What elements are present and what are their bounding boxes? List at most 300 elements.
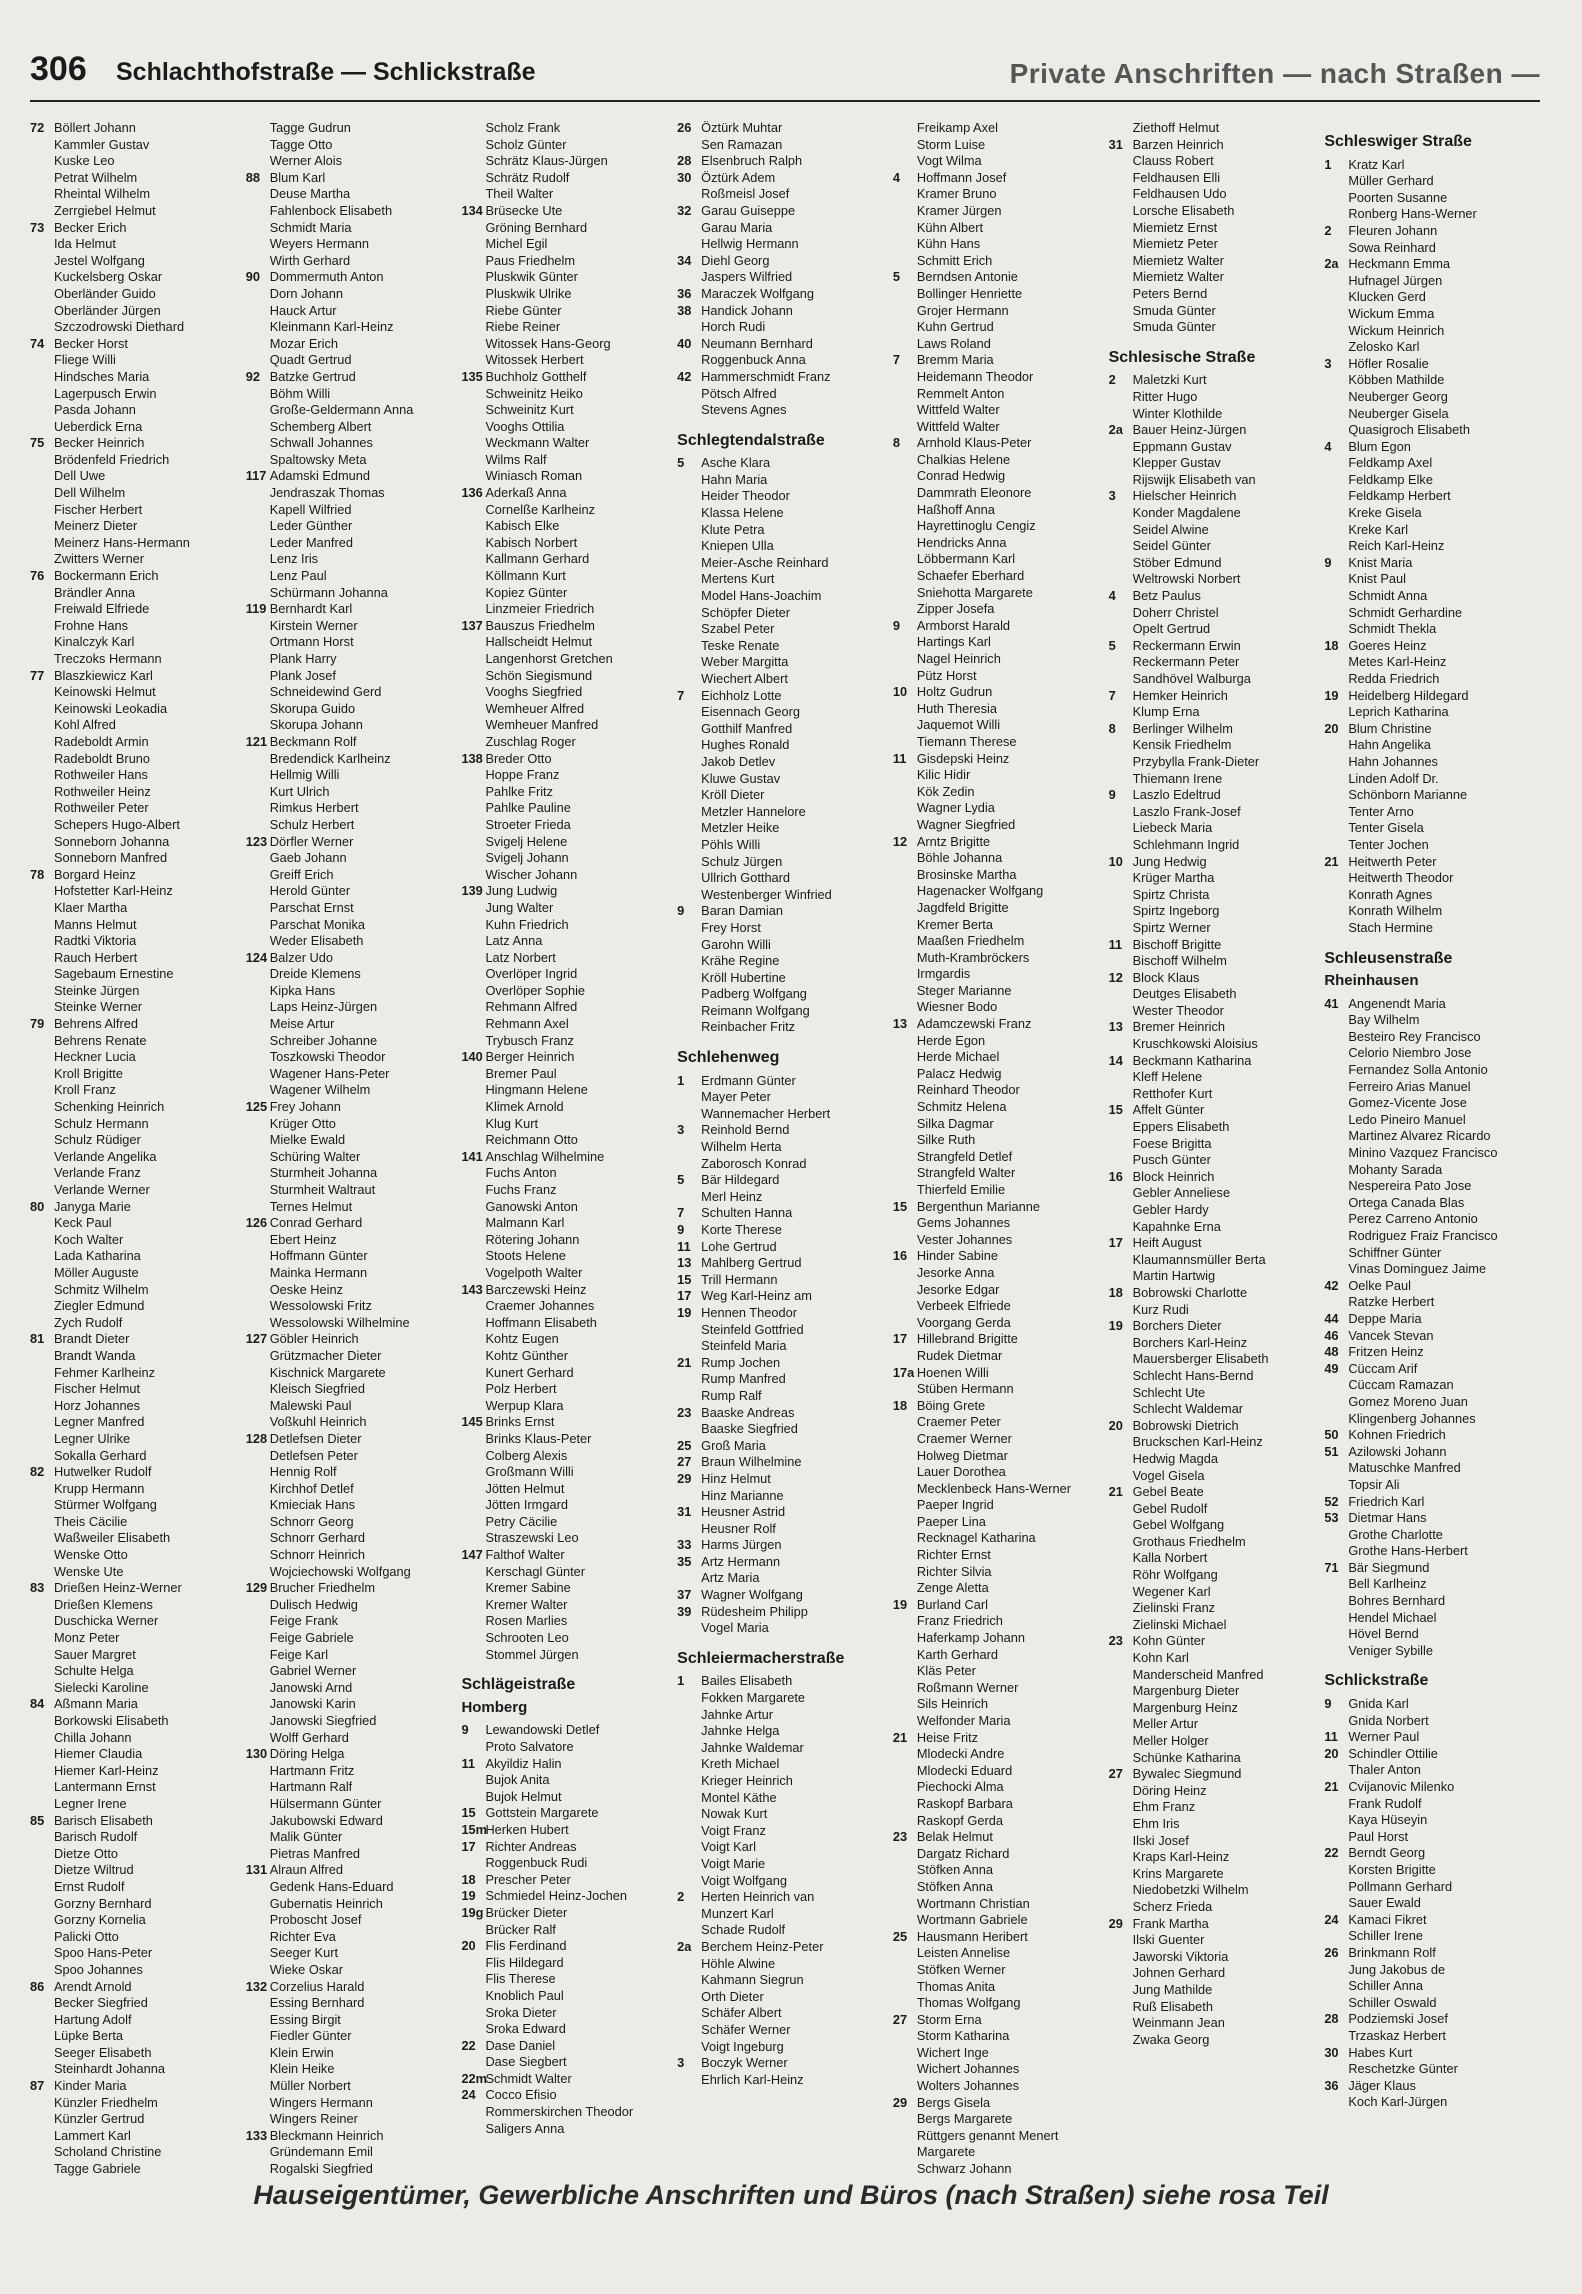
resident-entry (461, 1365, 677, 1382)
resident-entry (1109, 1019, 1325, 1036)
resident-name: Tiemann Therese (916, 733, 1017, 749)
resident-entry (1109, 854, 1325, 871)
resident-name: Jesorke Anna (916, 1264, 995, 1280)
resident-name: Straszewski Leo (485, 1530, 579, 1546)
resident-name: Lorsche Elisabeth (1132, 202, 1235, 218)
house-number: 17 (892, 1331, 908, 1347)
resident-name: Kerschagl Günter (485, 1563, 586, 1579)
house-number: 23 (1108, 1633, 1123, 1649)
resident-name: Essing Birgit (269, 2011, 341, 2027)
resident-entry (893, 2012, 1109, 2029)
resident-name: Gubernatis Heinrich (269, 1895, 383, 1911)
resident-entry (246, 1945, 462, 1962)
resident-entry (30, 1464, 246, 1481)
resident-entry (893, 2144, 1109, 2161)
resident-entry (30, 767, 246, 784)
resident-entry (893, 1464, 1109, 1481)
resident-entry (246, 1730, 462, 1747)
resident-entry (30, 1680, 246, 1697)
resident-name: Baaske Siegfried (701, 1421, 798, 1437)
resident-entry (677, 538, 893, 555)
resident-entry (1109, 1318, 1325, 1335)
resident-name: Barisch Rudolf (54, 1829, 138, 1845)
resident-entry (30, 186, 246, 203)
resident-name: Rudek Dietmar (916, 1347, 1003, 1363)
resident-entry (1109, 472, 1325, 489)
resident-entry (677, 1355, 893, 1372)
resident-name: Steinhardt Johanna (54, 2061, 165, 2077)
resident-name: Krieger Heinrich (701, 1773, 793, 1788)
resident-name: Meinerz Hans-Hermann (54, 534, 190, 550)
resident-name: Schulz Hermann (54, 1115, 149, 1131)
resident-name: Stöfken Werner (916, 1961, 1006, 1977)
resident-name: Mohanty Sarada (1348, 1161, 1443, 1177)
house-number: 73 (30, 219, 45, 235)
house-number: 8 (892, 435, 900, 451)
resident-entry (893, 1879, 1109, 1896)
resident-name: Kurz Rudi (1132, 1301, 1189, 1317)
resident-name: Trybusch Franz (485, 1032, 574, 1048)
resident-entry (1109, 555, 1325, 572)
resident-entry (1324, 638, 1540, 655)
resident-name: Grothaus Friedhelm (1132, 1533, 1246, 1549)
resident-name: Pollmann Gerhard (1348, 1878, 1453, 1894)
house-number: 11 (892, 750, 907, 766)
resident-entry (30, 1647, 246, 1664)
resident-entry (893, 1995, 1109, 2012)
resident-name: Wirth Gerhard (269, 252, 351, 268)
resident-entry (1324, 1962, 1540, 1979)
resident-entry (246, 817, 462, 834)
resident-name: Gründemann Emil (269, 2144, 373, 2160)
resident-entry (246, 1331, 462, 1348)
house-number: 147 (461, 1547, 483, 1563)
resident-name: Treczoks Hermann (54, 651, 162, 666)
resident-name: Höfler Rosalie (1348, 355, 1429, 371)
resident-entry (893, 386, 1109, 403)
resident-name: Opelt Gertrud (1132, 621, 1211, 637)
resident-name: Gotthilf Manfred (701, 720, 793, 736)
resident-entry (246, 1116, 462, 1133)
resident-entry (246, 286, 462, 303)
street-heading: Schleswiger Straße (1324, 133, 1472, 150)
resident-name: Wichert Johannes (916, 2061, 1020, 2077)
resident-entry (1109, 439, 1325, 456)
house-number: 129 (245, 1580, 268, 1596)
resident-entry (677, 2055, 893, 2072)
resident-entry (1109, 654, 1325, 671)
house-number: 21 (677, 1354, 692, 1370)
resident-name: Pötsch Alfred (701, 385, 777, 401)
resident-entry (30, 1414, 246, 1431)
resident-entry (246, 1497, 462, 1514)
resident-entry (246, 1796, 462, 1813)
resident-entry (1109, 1069, 1325, 1086)
resident-entry (30, 2111, 246, 2128)
house-number: 87 (30, 2078, 45, 2094)
resident-name: Kreke Karl (1348, 521, 1409, 537)
house-number: 11 (677, 1238, 691, 1254)
resident-entry (1109, 937, 1325, 954)
resident-entry (893, 1248, 1109, 1265)
resident-entry (677, 1106, 893, 1123)
house-number: 77 (30, 667, 45, 683)
resident-name: Mertens Kurt (701, 571, 775, 587)
resident-entry (1109, 236, 1325, 253)
resident-entry (1109, 1003, 1325, 1020)
resident-entry (893, 1481, 1109, 1498)
resident-entry (246, 1232, 462, 1249)
resident-name: Schiller Anna (1348, 1978, 1424, 1994)
resident-name: Hoppe Franz (485, 767, 560, 783)
resident-name: Fliege Willi (54, 352, 116, 368)
resident-entry (677, 1388, 893, 1405)
resident-name: Vogelpoth Walter (485, 1264, 583, 1280)
resident-entry (893, 568, 1109, 585)
resident-name: Manderscheid Manfred (1132, 1666, 1264, 1682)
resident-name: Rothweiler Peter (54, 800, 149, 816)
resident-entry (461, 336, 677, 353)
resident-entry (1109, 721, 1325, 738)
resident-entry (246, 1398, 462, 1415)
resident-entry (30, 1381, 246, 1398)
resident-name: Frank Martha (1132, 1915, 1209, 1931)
house-number: 7 (892, 352, 900, 368)
resident-entry (1109, 804, 1325, 821)
resident-name: Foese Brigitta (1132, 1135, 1212, 1151)
house-number: 9 (1108, 787, 1116, 803)
house-number: 36 (677, 285, 692, 301)
resident-name: Thierfeld Emilie (916, 1182, 1006, 1197)
resident-name: Wojciechowski Wolfgang (269, 1563, 411, 1579)
resident-entry (1324, 837, 1540, 854)
resident-name: Padberg Wolfgang (701, 986, 807, 1002)
resident-entry (677, 186, 893, 203)
resident-name: Feldhausen Elli (1132, 169, 1221, 185)
resident-entry (893, 1232, 1109, 1249)
resident-name: Berndsen Antonie (916, 269, 1018, 285)
house-number: 25 (892, 1928, 908, 1944)
resident-name: Sturmheit Waltraut (269, 1182, 376, 1197)
resident-entry (677, 1604, 893, 1621)
resident-entry (1324, 505, 1540, 522)
resident-name: Schönborn Marianne (1348, 787, 1468, 803)
resident-name: Gnida Karl (1348, 1696, 1409, 1712)
resident-name: Schön Siegismund (485, 667, 593, 683)
resident-name: Kreke Gisela (1348, 505, 1422, 521)
resident-entry (30, 1265, 246, 1282)
resident-name: Friedrich Karl (1348, 1493, 1425, 1509)
resident-name: Wilms Ralf (485, 451, 547, 467)
resident-entry (1324, 1427, 1540, 1444)
resident-entry (893, 170, 1109, 187)
resident-entry (677, 1972, 893, 1989)
resident-name: Matuschke Manfred (1348, 1460, 1461, 1476)
resident-entry (1109, 571, 1325, 588)
resident-name: Raskopf Barbara (916, 1795, 1013, 1811)
resident-name: Kopiez Günter (485, 584, 568, 600)
resident-entry (1109, 1185, 1325, 1202)
resident-name: Wortmann Gabriele (916, 1912, 1028, 1928)
resident-entry (1109, 170, 1325, 187)
resident-name: Ternes Helmut (269, 1198, 353, 1214)
resident-entry (677, 638, 893, 655)
resident-entry (1109, 671, 1325, 688)
resident-entry (246, 535, 462, 552)
resident-name: Heidemann Theodor (916, 368, 1034, 384)
resident-name: Jaspers Wilfried (701, 269, 793, 285)
resident-entry (246, 1182, 462, 1199)
resident-entry (30, 369, 246, 386)
house-number: 42 (677, 368, 692, 384)
resident-entry (1324, 1945, 1540, 1962)
resident-entry (1109, 253, 1325, 270)
house-number: 18 (1108, 1284, 1123, 1300)
resident-name: Bremm Maria (916, 352, 994, 368)
house-number: 75 (30, 435, 45, 451)
resident-entry (677, 1873, 893, 1890)
resident-entry (1324, 771, 1540, 788)
resident-entry (1109, 1285, 1325, 1302)
resident-name: Jestel Wolfgang (54, 252, 145, 268)
resident-name: Radeboldt Armin (54, 733, 149, 749)
resident-name: Garau Guiseppe (701, 202, 796, 218)
resident-entry (30, 1846, 246, 1863)
resident-entry (246, 1530, 462, 1547)
house-number: 132 (245, 1978, 268, 1994)
resident-entry (246, 1680, 462, 1697)
resident-name: Wagner Siegfried (916, 816, 1016, 832)
footer-note: Hauseigentümer, Gewerbliche Anschriften und Büros (nach Straßen) siehe rosa Teil (253, 2180, 1329, 2210)
resident-entry (893, 2095, 1109, 2112)
resident-entry (1109, 1335, 1325, 1352)
resident-name: Kremer Berta (916, 916, 993, 932)
resident-entry (461, 618, 677, 635)
resident-entry (30, 1033, 246, 1050)
resident-entry (893, 1199, 1109, 1216)
resident-name: Gebler Hardy (1132, 1202, 1209, 1217)
resident-entry (461, 2121, 677, 2138)
resident-entry (461, 1855, 677, 1872)
resident-name: Feldkamp Elke (1348, 471, 1433, 487)
house-number: 32 (677, 202, 692, 218)
resident-name: Cornelße Karlheinz (485, 501, 595, 517)
resident-name: Fokken Margarete (701, 1690, 805, 1706)
resident-entry (461, 468, 677, 485)
house-number: 15 (1108, 1102, 1123, 1118)
resident-name: Schmitz Wilhelm (54, 1281, 149, 1297)
resident-entry (246, 950, 462, 967)
resident-entry (1324, 996, 1540, 1013)
house-number: 22 (1324, 1845, 1339, 1861)
resident-name: Kuhn Gertrud (916, 319, 994, 335)
resident-entry (246, 883, 462, 900)
resident-name: Wessolowski Wilhelmine (269, 1314, 410, 1330)
resident-name: Jahnke Artur (701, 1706, 774, 1722)
resident-entry (30, 1813, 246, 1830)
resident-name: Bischoff Wilhelm (1132, 953, 1227, 969)
resident-name: Voigt Marie (701, 1855, 766, 1871)
resident-name: Metzler Hannelore (701, 803, 806, 819)
resident-name: Hoffmann Elisabeth (485, 1314, 597, 1330)
resident-name: Fiedler Günter (269, 2028, 352, 2044)
resident-entry (677, 1889, 893, 1906)
house-number: 74 (30, 335, 45, 351)
resident-name: Hennen Theodor (701, 1304, 797, 1320)
resident-name: Ruß Elisabeth (1132, 1998, 1213, 2014)
resident-entry (677, 336, 893, 353)
resident-name: Hartings Karl (916, 634, 991, 650)
resident-entry (1109, 303, 1325, 320)
resident-name: Plank Josef (269, 667, 336, 683)
resident-entry (893, 120, 1109, 137)
resident-entry (893, 1896, 1109, 1913)
resident-name: Weckmann Walter (485, 435, 590, 451)
resident-name: Heitwerth Peter (1348, 853, 1437, 869)
resident-entry (1324, 671, 1540, 688)
resident-entry (1109, 120, 1325, 137)
resident-entry (246, 369, 462, 386)
resident-name: Besteiro Rey Francisco (1348, 1028, 1481, 1044)
house-number: 71 (1324, 1559, 1339, 1575)
resident-entry (246, 1481, 462, 1498)
resident-name: Radeboldt Bruno (54, 750, 151, 766)
resident-entry (1324, 1527, 1540, 1544)
resident-name: Müller Gerhard (1348, 173, 1434, 189)
resident-entry (246, 120, 462, 137)
resident-entry (461, 402, 677, 419)
resident-name: Arendt Arnold (54, 1978, 132, 1994)
resident-name: Laszlo Frank-Josef (1132, 803, 1241, 819)
resident-entry (1109, 1434, 1325, 1451)
resident-name: Rogalski Siegfried (269, 2161, 373, 2177)
resident-entry (30, 1082, 246, 1099)
resident-name: Sokalla Gerhard (54, 1447, 147, 1463)
resident-entry (893, 701, 1109, 718)
resident-name: Löbbermann Karl (916, 551, 1016, 567)
resident-entry (461, 170, 677, 187)
resident-name: Tagge Gudrun (269, 120, 351, 135)
resident-entry (1324, 1610, 1540, 1627)
resident-entry (461, 386, 677, 403)
resident-name: Johnen Gerhard (1132, 1965, 1226, 1981)
resident-name: Richter Eva (269, 1928, 336, 1944)
resident-name: Spirtz Christa (1132, 886, 1210, 902)
resident-name: Cvijanovic Milenko (1348, 1779, 1455, 1794)
resident-entry (246, 684, 462, 701)
resident-name: Mielke Ewald (269, 1132, 346, 1148)
resident-name: Seidel Günter (1132, 538, 1211, 554)
resident-name: Hagenacker Wolfgang (916, 883, 1044, 899)
resident-name: Pütz Horst (916, 667, 977, 683)
resident-entry (1109, 1733, 1325, 1750)
resident-name: Jötten Helmut (485, 1480, 565, 1496)
resident-entry (246, 1962, 462, 1979)
resident-entry (893, 1066, 1109, 1083)
resident-name: Voigt Franz (701, 1822, 766, 1838)
resident-name: Wieke Oskar (269, 1961, 343, 1977)
resident-name: Kipka Hans (269, 982, 336, 998)
resident-entry (677, 153, 893, 170)
resident-name: Sagebaum Ernestine (54, 966, 174, 982)
resident-entry (461, 1282, 677, 1299)
resident-entry (677, 1521, 893, 1538)
resident-name: Schade Rudolf (701, 1922, 786, 1938)
resident-entry (893, 1431, 1109, 1448)
house-number: 18 (1324, 637, 1339, 653)
resident-entry (1324, 406, 1540, 423)
resident-entry (30, 1945, 246, 1962)
house-number: 44 (1324, 1310, 1339, 1326)
resident-name: Heckmann Emma (1348, 256, 1451, 272)
resident-name: Lammert Karl (54, 2127, 131, 2143)
resident-name: Spirtz Werner (1132, 919, 1211, 935)
resident-entry (1109, 1302, 1325, 1319)
resident-name: Riebe Reiner (485, 319, 561, 335)
resident-name: Fahlenbock Elisabeth (269, 202, 393, 218)
resident-entry (246, 2045, 462, 2062)
resident-name: Hayrettinoglu Cengiz (916, 518, 1036, 534)
resident-entry (1109, 1385, 1325, 1402)
resident-name: Sils Heinrich (916, 1696, 988, 1712)
resident-name: Kohtz Günther (485, 1347, 568, 1363)
house-number: 15 (677, 1271, 692, 1287)
resident-name: Palacz Hedwig (916, 1065, 1002, 1081)
resident-name: Hoenen Willi (916, 1364, 989, 1380)
resident-name: Grojer Hermann (916, 302, 1009, 318)
resident-entry (246, 850, 462, 867)
resident-name: Schulz Herbert (269, 816, 355, 832)
house-number: 81 (30, 1331, 45, 1347)
resident-name: Öztürk Adem (701, 169, 776, 185)
resident-entry (461, 1905, 677, 1922)
resident-entry (677, 771, 893, 788)
resident-entry (893, 1813, 1109, 1830)
resident-name: Hiemer Claudia (54, 1746, 143, 1762)
resident-name: Drießen Klemens (54, 1596, 153, 1612)
resident-name: Klein Heike (269, 2061, 335, 2077)
resident-entry (1324, 737, 1540, 754)
resident-name: Herde Michael (916, 1049, 1000, 1065)
resident-name: Korte Therese (701, 1222, 783, 1237)
resident-entry (461, 1082, 677, 1099)
resident-name: Merl Heinz (701, 1188, 763, 1204)
resident-entry (246, 2144, 462, 2161)
house-number: 76 (30, 568, 45, 584)
resident-entry (461, 784, 677, 801)
resident-name: Jahnke Helga (701, 1723, 780, 1739)
resident-name: Neumann Bernhard (701, 335, 813, 351)
resident-entry (30, 1829, 246, 1846)
resident-entry (677, 455, 893, 472)
resident-entry (461, 867, 677, 884)
resident-entry (1109, 1716, 1325, 1733)
resident-name: Piechocki Alma (916, 1779, 1004, 1795)
resident-entry (461, 585, 677, 602)
resident-name: Döring Helga (269, 1746, 345, 1762)
resident-entry (677, 1003, 893, 1020)
resident-entry (30, 1514, 246, 1531)
resident-name: Ziethoff Helmut (1132, 120, 1220, 135)
resident-entry (1324, 754, 1540, 771)
resident-entry (30, 784, 246, 801)
resident-entry (461, 1265, 677, 1282)
resident-name: Schnorr Gerhard (269, 1530, 366, 1546)
resident-name: Kinder Maria (54, 2078, 127, 2094)
resident-name: Stöber Edmund (1132, 554, 1222, 570)
resident-entry (1324, 688, 1540, 705)
resident-name: Stüben Hermann (916, 1381, 1014, 1397)
